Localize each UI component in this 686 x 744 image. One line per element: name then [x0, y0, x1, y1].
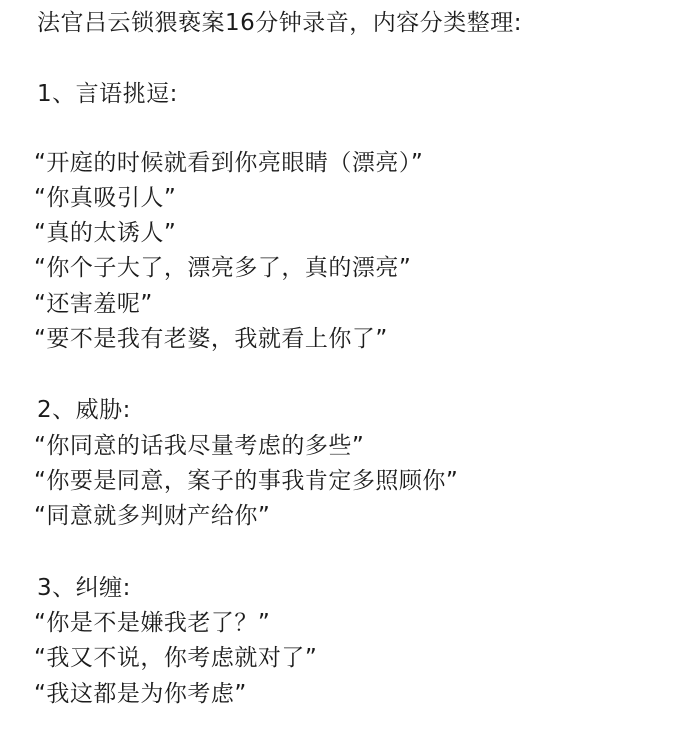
- section-heading-verbal-teasing: 1、言语挑逗:: [37, 81, 178, 107]
- quote-line: “你真吸引人”: [34, 185, 177, 211]
- section-heading-threats: 2、威胁:: [37, 397, 131, 423]
- section-heading-harassment: 3、纠缠:: [37, 575, 131, 601]
- quote-line: “你要是同意，案子的事我肯定多照顾你”: [34, 468, 459, 494]
- quote-line: “你是不是嫌我老了？”: [34, 610, 271, 636]
- quote-line: “你个子大了，漂亮多了，真的漂亮”: [34, 255, 412, 281]
- quote-line: “开庭的时候就看到你亮眼睛（漂亮）”: [34, 150, 424, 176]
- post-title: 法官吕云锁猥亵案16分钟录音，内容分类整理:: [37, 10, 523, 36]
- quote-line: “你同意的话我尽量考虑的多些”: [34, 433, 365, 459]
- quote-line: “我又不说，你考虑就对了”: [34, 645, 318, 671]
- quote-line: “真的太诱人”: [34, 220, 177, 246]
- quote-line: “要不是我有老婆，我就看上你了”: [34, 326, 388, 352]
- quote-line: “我这都是为你考虑”: [34, 681, 247, 707]
- quote-line: “同意就多判财产给你”: [34, 503, 271, 529]
- quote-line: “还害羞呢”: [34, 291, 153, 317]
